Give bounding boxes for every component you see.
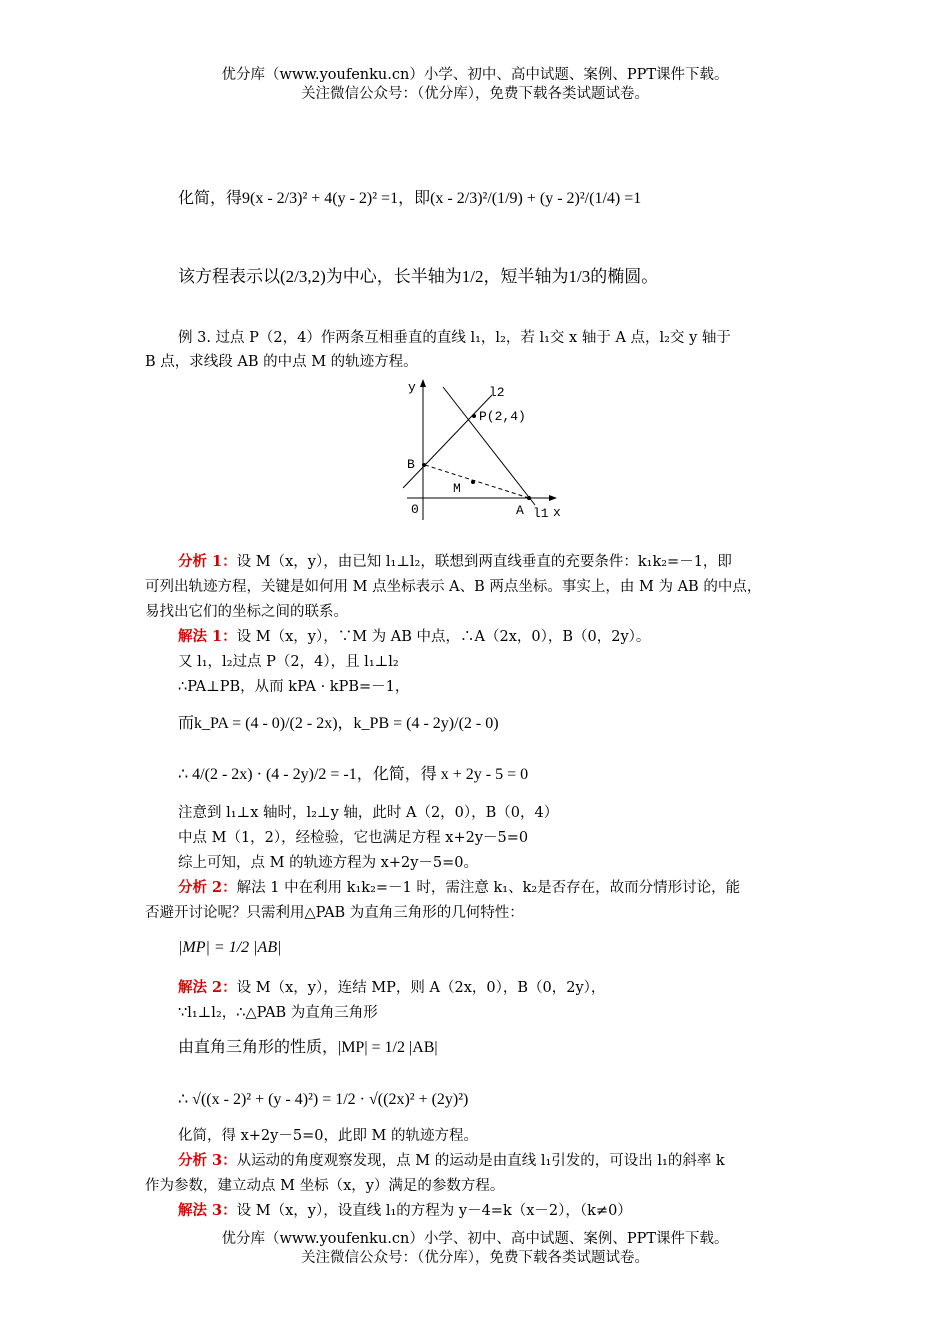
a-label: A — [516, 503, 524, 518]
solution-1-line-4: 注意到 l₁⊥x 轴时，l₂⊥y 轴，此时 A（2，0），B（0，4） — [178, 805, 559, 821]
analysis-1-line-2: 可列出轨迹方程，关键是如何用 M 点坐标表示 A、B 两点坐标。事实上，由 M 为 AB 的中点， — [145, 579, 762, 595]
analysis-1-line-3: 易找出它们的坐标之间的联系。 — [145, 604, 348, 620]
x-axis-arrow — [549, 495, 557, 501]
segment-ab — [425, 465, 529, 498]
minor-axis: 1/3 — [568, 267, 591, 286]
page-footer — [0, 1230, 950, 1268]
page-header — [0, 66, 950, 104]
ellipse-suffix: 的椭圆。 — [590, 267, 659, 286]
p-label: P(2,4) — [479, 409, 526, 424]
solution-2-label: 解法 2： — [178, 979, 237, 996]
ji-label: ，即 — [398, 190, 431, 207]
coordinate-figure — [395, 375, 575, 525]
solution-2-line-5: 化简，得 x+2y－5=0，此即 M 的轨迹方程。 — [178, 1128, 479, 1144]
analysis-1-line-1: 分析 1：设 M（x，y），由已知 l₁⊥l₂，联想到两直线垂直的充要条件：k₁k₂=－1，即 — [178, 553, 732, 570]
point-p — [472, 414, 476, 418]
ellipse-statement — [178, 257, 658, 297]
analysis-3-line-2: 作为参数，建立动点 M 坐标（x，y）满足的参数方程。 — [145, 1178, 505, 1194]
distance-equation: ∴ √((x - 2)² + (y - 4)²) = 1/2 · √((2x)² + (2y)²) — [178, 1091, 469, 1108]
ellipse-prefix: 该方程表示以 — [178, 267, 280, 286]
l2-label: l2 — [489, 385, 505, 400]
y-axis-arrow — [420, 379, 426, 387]
analysis-3-label: 分析 3： — [178, 1152, 237, 1169]
header-line-1: 优分库（www.youfenku.cn）小学、初中、高中试题、案例、PPT课件下载。 — [221, 67, 729, 83]
y-label: y — [408, 380, 416, 395]
solution-1-line-3: ∴PA⊥PB，从而 kPA · kPB=－1， — [178, 679, 410, 695]
major-axis: 1/2 — [461, 267, 484, 286]
solution-3-line-1: 解法 3：设 M（x，y），设直线 l₁的方程为 y－4=k（x－2），（k≠0） — [178, 1202, 632, 1219]
slope-formulas: 而k_PA = (4 - 0)/(2 - 2x)，k_PB = (4 - 2y)/(2 - 0) — [178, 715, 499, 732]
ellipse-mid-1: 为中心，长半轴为 — [325, 267, 462, 286]
analysis-3-line-1: 分析 3：从运动的角度观察发现，点 M 的运动是由直线 l₁引发的，可设出 l₁的斜率 k — [178, 1152, 725, 1169]
l1-label: l1 — [533, 506, 549, 521]
ellipse-mid-2: ，短半轴为 — [483, 267, 569, 286]
solution-3-label: 解法 3： — [178, 1202, 237, 1219]
solution-1-line-1: 解法 1：设 M（x，y），∵M 为 AB 中点，∴A（2x，0），B（0，2y）。 — [178, 628, 651, 645]
solution-2-line-2: ∵l₁⊥l₂，∴△PAB 为直角三角形 — [178, 1005, 378, 1021]
simplify-equation — [178, 174, 641, 224]
solution-1-line-6: 综上可知，点 M 的轨迹方程为 x+2y－5=0。 — [178, 855, 479, 871]
solution-2-line-1: 解法 2：设 M（x，y），连结 MP，则 A（2x，0），B（0，2y）， — [178, 979, 606, 996]
equation-left: 9(x - 2/3)² + 4(y - 2)² =1 — [242, 190, 399, 207]
example-line-1: 例 3. 过点 P（2，4）作两条互相垂直的直线 l₁，l₂，若 l₁交 x 轴于 A 点，l₂交 y 轴于 — [178, 330, 731, 346]
analysis-1-label: 分析 1： — [178, 553, 237, 570]
mp-formula: |MP| = 1/2 |AB| — [178, 939, 282, 956]
example-line-2: B 点，求线段 AB 的中点 M 的轨迹方程。 — [145, 354, 418, 370]
solution-1-line-5: 中点 M（1，2），经检验，它也满足方程 x+2y－5=0 — [178, 830, 529, 846]
footer-line-1: 优分库（www.youfenku.cn）小学、初中、高中试题、案例、PPT课件下载。 — [221, 1231, 729, 1247]
point-a — [527, 496, 531, 500]
origin-label: 0 — [411, 502, 419, 517]
ellipse-center: (2/3,2) — [280, 267, 326, 286]
simplify-label: 化简，得 — [178, 190, 243, 207]
m-label: M — [453, 481, 461, 496]
x-label: x — [553, 505, 561, 520]
b-label: B — [407, 457, 415, 472]
equation-right: (x - 2/3)²/(1/9) + (y - 2)²/(1/4) =1 — [430, 190, 642, 207]
solution-2-property: 由直角三角形的性质，|MP| = 1/2 |AB| — [178, 1039, 438, 1056]
solution-1-line-2: 又 l₁，l₂过点 P（2，4），且 l₁⊥l₂ — [178, 654, 399, 670]
footer-line-2: 关注微信公众号：（优分库），免费下载各类试题试卷。 — [301, 1250, 649, 1266]
point-b — [422, 463, 426, 467]
analysis-2-label: 分析 2： — [178, 879, 237, 896]
analysis-2-line-1: 分析 2：解法 1 中在利用 k₁k₂=－1 时，需注意 k₁、k₂是否存在，故而分情形讨论，能 — [178, 879, 741, 896]
analysis-2-line-2: 否避开讨论呢？只需利用△PAB 为直角三角形的几何特性： — [145, 905, 524, 921]
header-line-2: 关注微信公众号：（优分库），免费下载各类试题试卷。 — [301, 86, 649, 102]
therefore-equation: ∴ 4/(2 - 2x) · (4 - 2y)/2 = -1，化简，得 x + 2y - 5 = 0 — [178, 766, 529, 783]
point-m — [471, 480, 475, 484]
solution-1-label: 解法 1： — [178, 628, 237, 645]
